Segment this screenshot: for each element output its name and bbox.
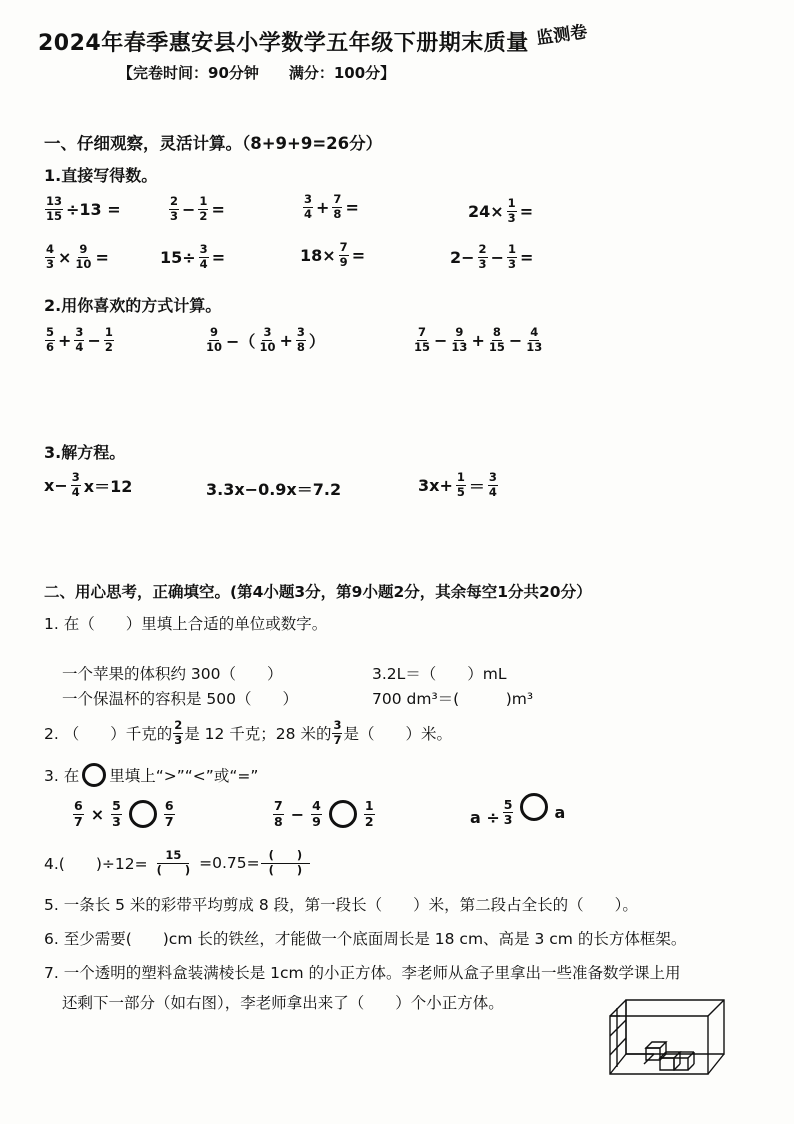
exam-info: 【完卷时间：90分钟 满分：100分】 — [118, 64, 396, 82]
s2-q1-c: 一个保温杯的容积是 500（ ） — [62, 690, 299, 708]
s2-q1-b: 3.2L＝（ ）mL — [372, 665, 507, 683]
section-2-title: 二、用心思考，正确填空。(第4小题3分，第9小题2分，其余每空1分共20分） — [44, 583, 592, 601]
s1-q2-expr-1: $\frac{5}{6}$ + $\frac{3}{4}$ − $\frac{1}{2}$ — [46, 325, 113, 354]
s1-q1-item-3: $\frac{3}{4}$ + $\frac{7}{8}$ = — [304, 192, 359, 221]
s1-q1-item-8: 2− $\frac{2}{3}$ − $\frac{1}{3}$ = — [450, 242, 534, 271]
compare-circle-icon[interactable] — [329, 800, 357, 828]
s2-q3-label: 3. 在 里填上“>”“<”或“=” — [44, 763, 258, 787]
s1-q3-label: 3.解方程。 — [44, 443, 126, 462]
s1-q1-item-1: $\frac{13}{15}$ ÷13 = — [46, 194, 121, 223]
cube-box-figure — [604, 996, 728, 1080]
s1-q2-label: 2.用你喜欢的方式计算。 — [44, 296, 222, 315]
s2-q2: 2. （ ）千克的 $\frac{2}{3}$ 是 12 千克；28 米的 $\frac{3}{7}$ 是（ ）米。 — [44, 718, 452, 747]
s1-q3-eq-3: 3x+ $\frac{1}{5}$ ＝ $\frac{3}{4}$ — [418, 470, 497, 499]
s2-q6: 6. 至少需要( )cm 长的铁丝，才能做一个底面周长是 18 cm、高是 3 cm 的长方体框架。 — [44, 930, 687, 948]
s1-q2-expr-2: $\frac{9}{10}$ −（ $\frac{3}{10}$ + $\frac{3}{8}$ ） — [206, 325, 325, 354]
compare-circle-icon — [82, 763, 106, 787]
s2-q4: 4.( )÷12= $\frac{15}{( )}$ =0.75= $\frac{( )}{( )}$ — [44, 850, 311, 876]
s1-q1-label: 1.直接写得数。 — [44, 166, 158, 185]
section-1-title: 一、仔细观察，灵活计算。（8+9+9=26分） — [44, 134, 383, 153]
s1-q1-item-6: 15÷ $\frac{3}{4}$ = — [160, 242, 226, 271]
exam-title: 2024年春季惠安县小学数学五年级下册期末质量 — [38, 31, 529, 56]
s1-q2-expr-3: $\frac{7}{15}$ − $\frac{9}{13}$ + $\frac{8}{15}$ − $\frac{4}{13}$ — [414, 325, 543, 354]
s1-q1-item-4: 24× $\frac{1}{3}$ = — [468, 196, 534, 225]
s2-q7-line-2: 还剩下一部分（如右图），李老师拿出来了（ ）个小正方体。 — [62, 994, 504, 1012]
s1-q3-eq-2: 3.3x−0.9x＝7.2 — [206, 480, 342, 499]
s2-q7-line-1: 7. 一个透明的塑料盒装满棱长是 1cm 的小正方体。李老师从盒子里拿出一些准备数学课上用 — [44, 964, 681, 982]
s2-q1-label: 1. 在（ ）里填上合适的单位或数字。 — [44, 615, 328, 633]
s1-q1-item-2: $\frac{2}{3}$ − $\frac{1}{2}$ = — [170, 194, 225, 223]
s2-q3-compare-1: $\frac{6}{7}$ × $\frac{5}{3}$ $\frac{6}{7}$ — [74, 798, 174, 829]
compare-circle-icon[interactable] — [129, 800, 157, 828]
s2-q3-compare-3: a ÷ $\frac{5}{3}$ a — [470, 798, 565, 827]
s2-q5: 5. 一条长 5 米的彩带平均剪成 8 段，第一段长（ ）米，第二段占全长的（ ）。 — [44, 896, 638, 914]
s1-q1-item-7: 18× $\frac{7}{9}$ = — [300, 240, 366, 269]
s1-q1-item-5: $\frac{4}{3}$ × $\frac{9}{10}$ = — [46, 242, 109, 271]
s2-q3-compare-2: $\frac{7}{8}$ − $\frac{4}{9}$ $\frac{1}{2}$ — [274, 798, 374, 829]
s2-q1-a: 一个苹果的体积约 300（ ） — [62, 665, 283, 683]
s2-q1-d: 700 dm³＝( )m³ — [372, 690, 534, 708]
exam-title-tail: 监测卷 — [535, 22, 589, 49]
compare-circle-icon[interactable] — [520, 793, 548, 821]
s1-q3-eq-1: x− $\frac{3}{4}$ x＝12 — [44, 470, 133, 499]
